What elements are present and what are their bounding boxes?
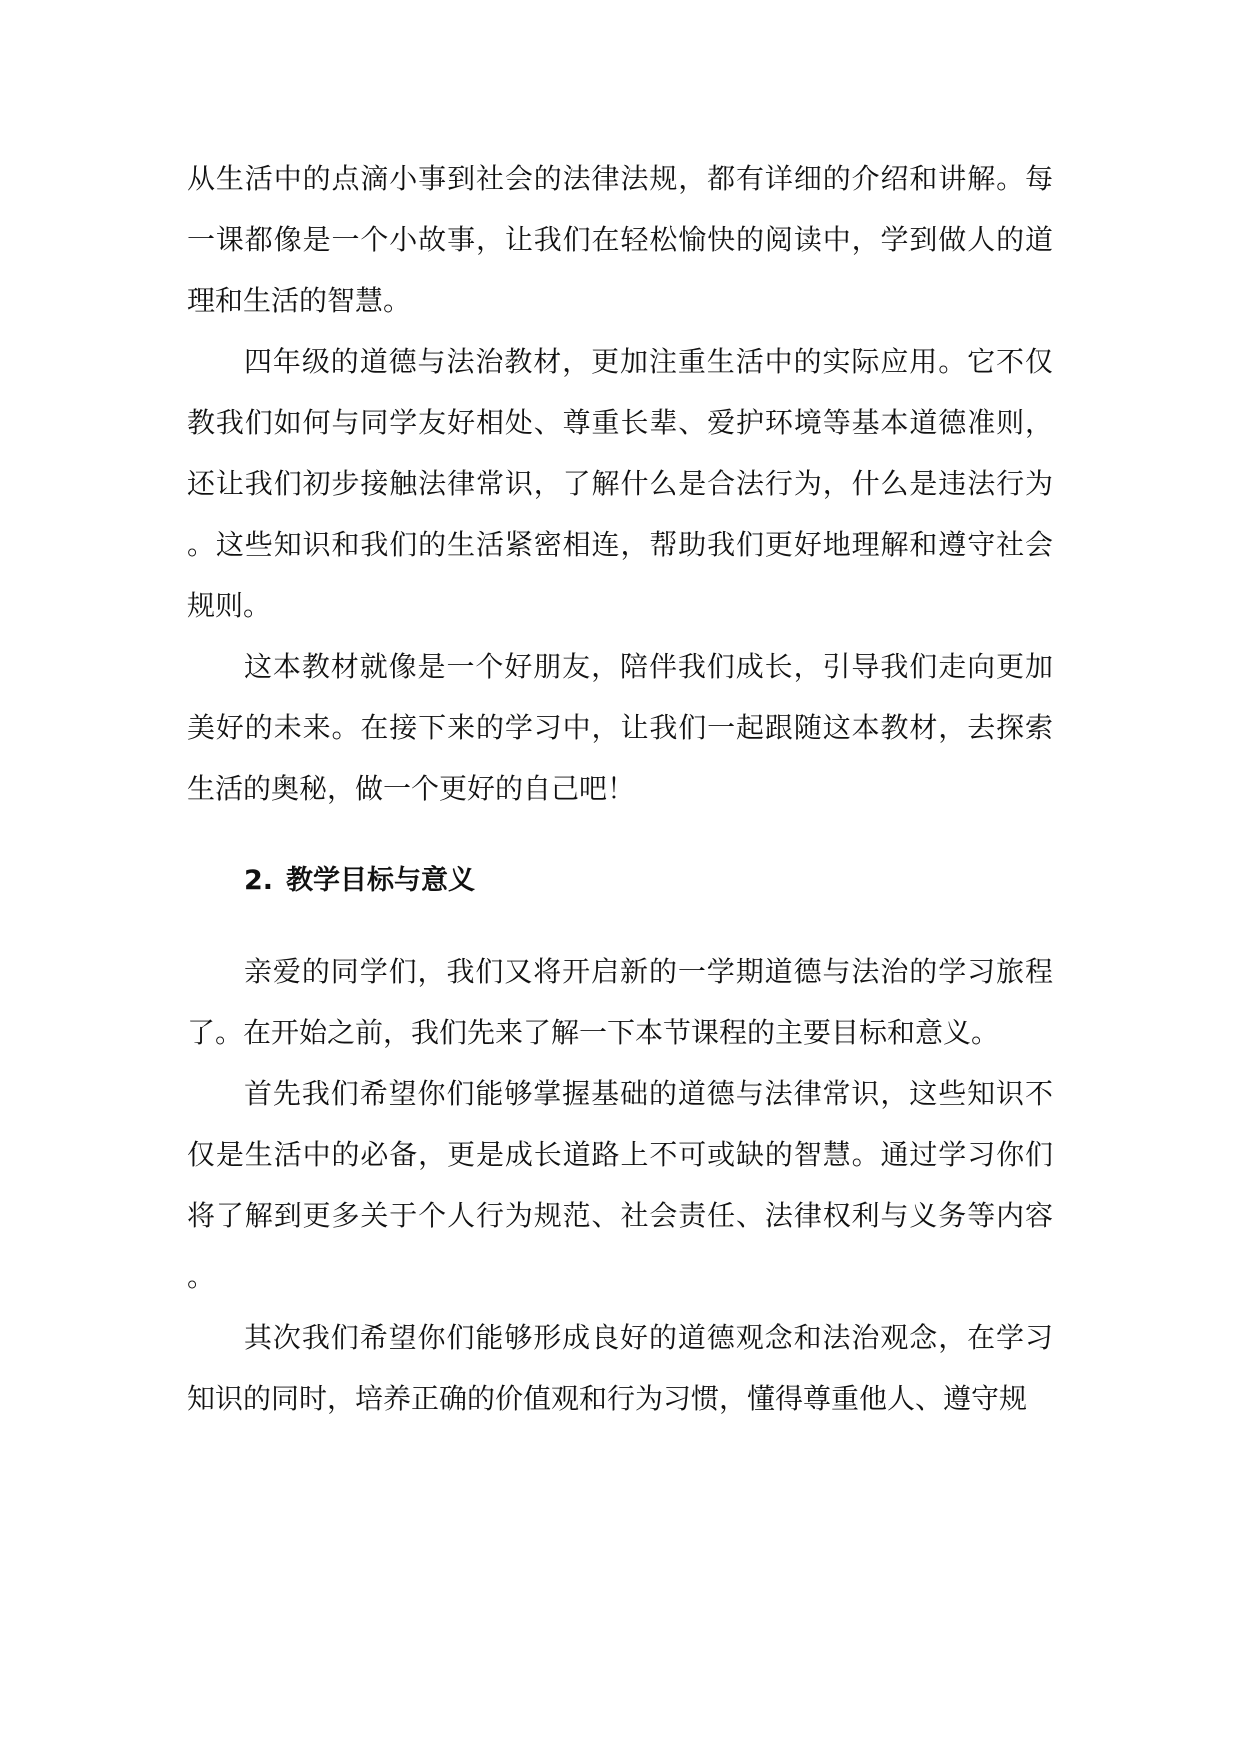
document-body xyxy=(187,148,1053,1429)
paragraph-1: 从生活中的点滴小事到社会的法律法规，都有详细的介绍和讲解。每一课都像是一个小故事，让我们在轻松愉快的阅读中，学到做人的道理和生活的智慧。 xyxy=(187,162,1053,317)
paragraph-3: 这本教材就像是一个好朋友，陪伴我们成长，引导我们走向更加美好的未来。在接下来的学习中，让我们一起跟随这本教材，去探索生活的奥秘，做一个更好的自己吧！ xyxy=(187,650,1053,805)
section-number: 2. xyxy=(244,865,274,896)
section-heading xyxy=(187,850,1053,911)
paragraph-5: 首先我们希望你们能够掌握基础的道德与法律常识，这些知识不仅是生活中的必备，更是成长道路上不可或缺的智慧。通过学习你们将了解到更多关于个人行为规范、社会责任、法律权利与义务等内容。 xyxy=(187,1077,1053,1293)
section-title: 教学目标与意义 xyxy=(286,865,475,896)
paragraph-4: 亲爱的同学们，我们又将开启新的一学期道德与法治的学习旅程了。在开始之前，我们先来了解一下本节课程的主要目标和意义。 xyxy=(187,955,1053,1049)
paragraph-2: 四年级的道德与法治教材，更加注重生活中的实际应用。它不仅教我们如何与同学友好相处、尊重长辈、爱护环境等基本道德准则，还让我们初步接触法律常识，了解什么是合法行为，什么是违法行为。这些知识和我们的生活紧密相连，帮助我们更好地理解和遵守社会规则。 xyxy=(187,345,1053,622)
paragraph-6: 其次我们希望你们能够形成良好的道德观念和法治观念，在学习知识的同时，培养正确的价值观和行为习惯，懂得尊重他人、遵守规 xyxy=(187,1321,1053,1415)
